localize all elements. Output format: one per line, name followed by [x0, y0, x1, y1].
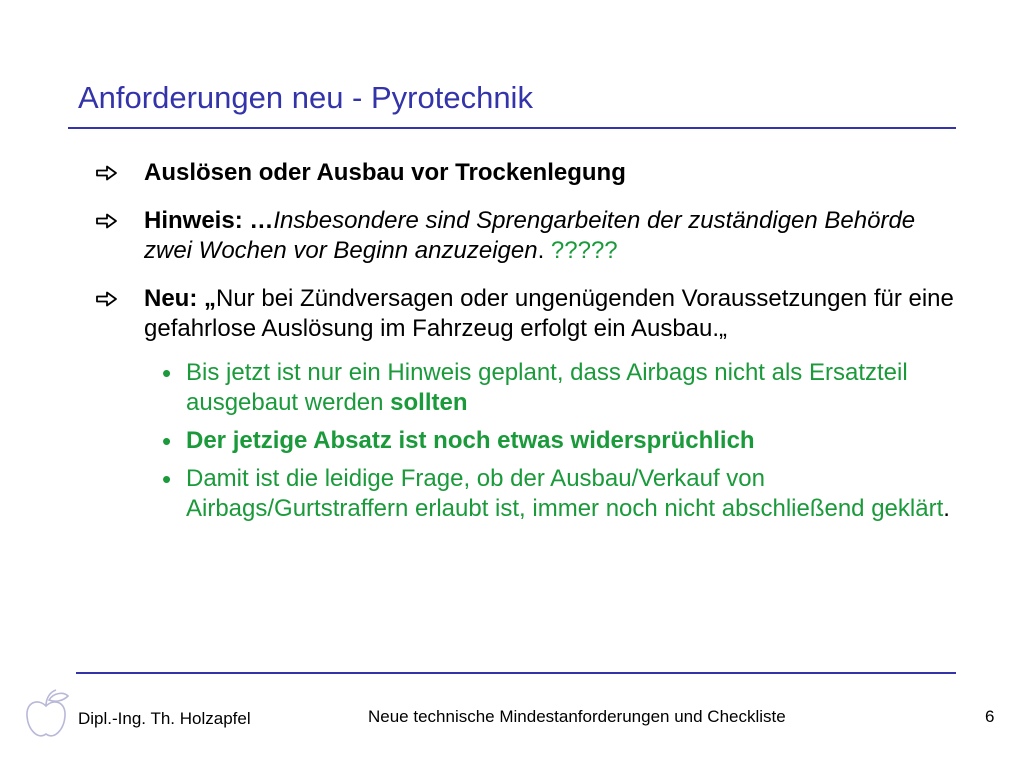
sub-bullet-item [96, 426, 956, 456]
arrow-right-icon [96, 165, 118, 181]
sub-bullet-period: . [943, 495, 950, 522]
footer-subject: Neue technische Mindestanforderungen und Checkliste [368, 707, 786, 726]
slide-content [96, 158, 956, 524]
sub-bullet-text: Damit ist die leidige Frage, ob der Ausbau/Verkauf von Airbags/Gurtstraffern erlaubt ist, immer noch nicht abschließend geklärt [186, 465, 944, 522]
bullet-label: Neu: „ [144, 285, 216, 312]
bullet-period: . [537, 237, 545, 264]
arrow-right-icon [96, 213, 118, 229]
page-number: 6 [985, 707, 995, 726]
slide-title: Anforderungen neu - Pyrotechnik [78, 80, 533, 115]
sub-bullet-emphasis: sollten [390, 389, 468, 416]
arrow-right-icon [96, 291, 118, 307]
bullet-text: Auslösen oder Ausbau vor Trockenlegung [144, 159, 626, 186]
sub-bullet-text: Bis jetzt ist nur ein Hinweis geplant, dass Airbags nicht als Ersatzteil ausgebaut werden [186, 359, 908, 416]
sub-bullet-item [96, 464, 956, 524]
bullet-text: Insbesondere sind Sprengarbeiten der zuständigen Behörde zwei Wochen vor Beginn anzuzeigen [144, 207, 916, 264]
footer-author: Dipl.-Ing. Th. Holzapfel [78, 709, 251, 728]
bullet-label: Hinweis: … [144, 207, 274, 234]
sub-bullet-text: Der jetzige Absatz ist noch etwas widersprüchlich [186, 427, 755, 454]
bullet-question: ????? [544, 237, 618, 264]
bullet-text: Nur bei Zündversagen oder ungenügenden Voraussetzungen für eine gefahrlose Auslösung im Fahrzeug erfolgt ein Ausbau.„ [144, 285, 954, 342]
apple-logo [18, 686, 74, 742]
bullet-item [96, 206, 956, 266]
bullet-item [96, 284, 956, 344]
title-divider [68, 127, 956, 129]
bullet-dot-icon: • [162, 358, 172, 388]
sub-bullet-list [96, 358, 956, 524]
bullet-dot-icon: • [162, 464, 172, 494]
sub-bullet-item [96, 358, 956, 418]
bullet-dot-icon: • [162, 426, 172, 456]
bullet-item [96, 158, 956, 188]
footer-divider [76, 672, 956, 674]
